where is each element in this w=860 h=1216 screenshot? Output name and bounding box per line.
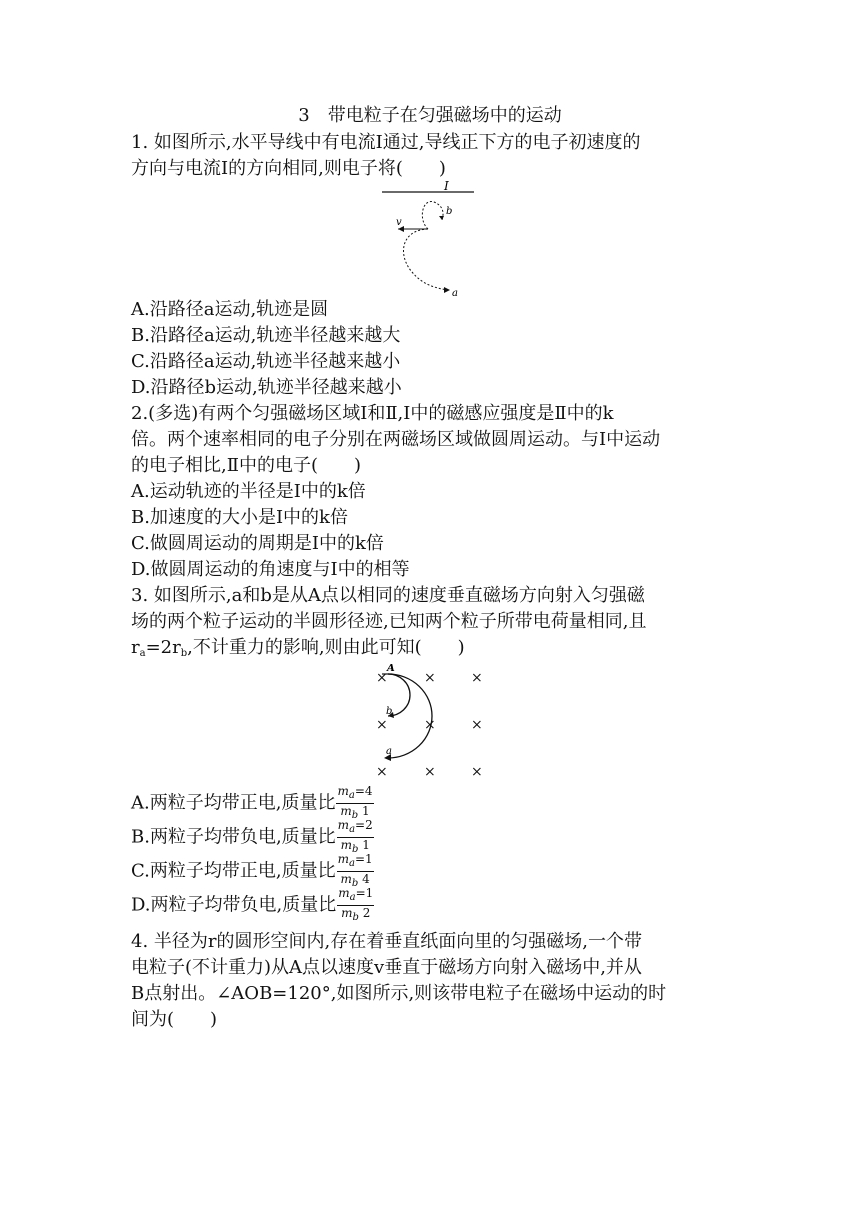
q2-option-a: A.运动轨迹的半径是Ⅰ中的k倍 [131,481,366,502]
q3-stem-tail: ,不计重力的影响,则由此可知( ) [187,637,465,658]
radius-b-subscript: b [180,648,188,659]
q2-option-b: B.加速度的大小是Ⅰ中的k倍 [131,507,348,528]
cross-mark: × [376,764,388,780]
path-a-label: a [386,746,392,757]
point-a-label: A [387,664,395,674]
q2-stem-line-3: 的电子相比,Ⅱ中的电子( ) [131,455,361,476]
q3-stem-line-3 [131,636,465,666]
q1-option-b: B.沿路径a运动,轨迹半径越来越大 [131,325,401,346]
q2-stem-line-1: 2.(多选)有两个匀强磁场区域Ⅰ和Ⅱ,Ⅰ中的磁感应强度是Ⅱ中的k [131,403,614,424]
q3-figure-magnetic-field [370,664,490,782]
cross-mark: × [471,764,483,780]
path-a-arrowhead [444,287,450,293]
q3-stem-line-1: 3. 如图所示,a和b是从A点以相同的速度垂直磁场方向射入匀强磁 [131,585,645,606]
q3-option-b-text: B.两粒子均带负电,质量比 [131,826,336,848]
radius-relation: =2r [145,637,181,658]
mass-ratio-fraction: $\frac{m_a=1}{m_b 2}$ [338,886,374,923]
q3-stem-line-2: 场的两个粒子运动的半圆形径迹,已知两个粒子所带电荷量相同,且 [131,611,647,632]
mass-ratio-fraction: $\frac{m_a=2}{m_b 1}$ [337,818,373,855]
q1-option-a: A.沿路径a运动,轨迹是圆 [131,299,329,320]
path-a [404,229,448,290]
cross-mark: × [376,717,388,733]
q4-stem-line-4: 间为( ) [131,1009,218,1030]
cross-mark: × [376,670,388,686]
path-b-label: b [386,706,393,717]
cross-mark: × [471,670,483,686]
q4-stem-line-3: B点射出。∠AOB=120°,如图所示,则该带电粒子在磁场中运动的时 [131,983,667,1004]
cross-mark: × [471,717,483,733]
q2-option-d: D.做圆周运动的角速度与Ⅰ中的相等 [131,559,410,580]
cross-mark: × [424,670,436,686]
radius-a-symbol: r [131,637,140,658]
q3-option-d-text: D.两粒子均带负电,质量比 [131,894,337,916]
q2-option-c: C.做圆周运动的周期是Ⅰ中的k倍 [131,533,384,554]
mass-ratio-fraction: $\frac{m_a=1}{m_b 4}$ [337,852,373,889]
q1-stem-line-2: 方向与电流Ⅰ的方向相同,则电子将( ) [131,158,446,179]
q1-stem-line-1: 1. 如图所示,水平导线中有电流Ⅰ通过,导线正下方的电子初速度的 [131,132,641,153]
q3-option-a-text: A.两粒子均带正电,质量比 [131,792,336,814]
current-label: I [444,180,449,193]
path-a-semicircle [388,674,432,758]
q1-figure-wire-electron [378,180,478,298]
q4-stem-line-1: 4. 半径为r的圆形空间内,存在着垂直纸面向里的匀强磁场,一个带 [131,931,642,952]
q2-stem-line-2: 倍。两个速率相同的电子分别在两磁场区域做圆周运动。与Ⅰ中运动 [131,429,661,450]
q3-option-d [131,886,374,925]
path-a-label: a [452,288,458,298]
cross-mark: × [424,764,436,780]
section-title: 3 带电粒子在匀强磁场中的运动 [298,105,562,126]
q3-option-c-text: C.两粒子均带正电,质量比 [131,860,336,882]
q1-option-d: D.沿路径b运动,轨迹半径越来越小 [131,377,402,398]
field-crosses [376,670,483,780]
path-b [422,202,443,229]
cross-mark: × [424,717,436,733]
mass-ratio-fraction: $\frac{m_a=4}{m_b 1}$ [337,784,373,821]
velocity-label: v [396,217,402,228]
path-b-arrowhead [439,216,444,220]
q4-stem-line-2: 电粒子(不计重力)从A点以速度v垂直于磁场方向射入磁场中,并从 [131,957,642,978]
q1-option-c: C.沿路径a运动,轨迹半径越来越小 [131,351,401,372]
path-b-label: b [446,206,453,217]
radius-a-subscript: a [139,648,146,659]
